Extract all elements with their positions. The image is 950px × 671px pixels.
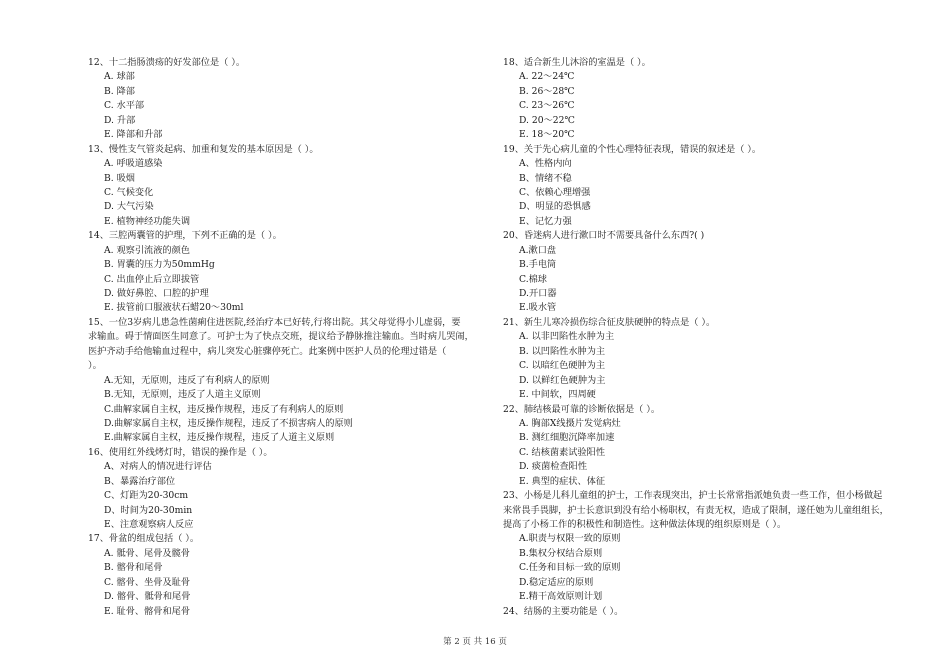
answer-option: A. 球部 — [104, 71, 135, 83]
answer-option: A. 胸部X线摄片发觉病灶 — [519, 417, 621, 429]
answer-option: C. 结核菌素试验阳性 — [519, 446, 606, 458]
answer-option: D. 髂骨、骶骨和尾骨 — [104, 591, 191, 603]
answer-option: C、依赖心理增强 — [519, 186, 591, 198]
answer-option: D、明显的恐惧感 — [519, 201, 591, 213]
answer-option: B、情绪不稳 — [519, 172, 572, 184]
question-stem: 22、肺结核最可靠的诊断依据是（ ）。 — [503, 403, 661, 415]
question-continuation: 提高了小杨工作的积极性和制造性。这种做法体现的组织原则是（ ）。 — [503, 519, 787, 530]
answer-option: B. 降部 — [104, 85, 135, 97]
answer-option: E. 拔管前口服液状石蜡20～30ml — [104, 302, 244, 314]
question-stem: 17、骨盆的组成包括（ ）。 — [88, 533, 200, 545]
answer-option: E.精干高效原则计划 — [519, 591, 603, 603]
answer-option: E. 耻骨、髂骨和尾骨 — [104, 605, 191, 617]
answer-option: B.无知，无原则，违反了人道主义原则 — [104, 389, 261, 401]
answer-option: C. 出血停止后立即拔管 — [104, 273, 200, 285]
question-stem: 20、昏迷病人进行漱口时不需要具备什么东西?( ) — [503, 230, 705, 242]
answer-option: D.稳定适应的原则 — [519, 576, 594, 588]
answer-option: E.曲解家属自主权，违反操作规程，违反了人道主义原则 — [104, 432, 335, 444]
answer-option: C.曲解家属自主权，违反操作规程，违反了有利病人的原则 — [104, 403, 344, 415]
answer-option: A.职责与权限一致的原则 — [519, 533, 621, 545]
answer-option: E.吸水管 — [519, 302, 557, 314]
question-stem: 21、新生儿寒冷损伤综合征皮肤硬肿的特点是（ ）。 — [503, 316, 716, 328]
answer-option: A.漱口盘 — [519, 244, 557, 256]
question-stem: 18、适合新生儿沐浴的室温是（ ）。 — [503, 57, 651, 68]
question-stem: 19、关于先心病儿童的个性心理特征表现，错误的叙述是（ ）。 — [503, 143, 762, 155]
answer-option: A. 22～24℃ — [519, 71, 575, 83]
answer-option: C. 气候变化 — [104, 186, 154, 198]
answer-option: E、记忆力强 — [519, 215, 572, 227]
answer-option: C.任务和目标一致的原则 — [519, 562, 621, 574]
left-column — [88, 56, 483, 619]
answer-option: C. 水平部 — [104, 100, 145, 112]
answer-option: D.开口器 — [519, 288, 557, 299]
answer-option: A. 以非凹陷性水肿为主 — [519, 331, 615, 343]
answer-option: A.无知，无原则，违反了有利病人的原则 — [104, 374, 270, 386]
answer-option: A. 骶骨、尾骨及髋骨 — [104, 547, 190, 559]
answer-option: B. 吸烟 — [104, 172, 135, 184]
answer-option: A. 观察引流液的颜色 — [104, 244, 190, 256]
right-column — [503, 56, 903, 619]
answer-option: B.集权分权结合原则 — [519, 547, 603, 559]
answer-option: C.棉球 — [519, 273, 547, 285]
answer-option: D. 大气污染 — [104, 201, 154, 213]
question-stem: 23、小杨是儿科儿童组的护士，工作表现突出，护士长常常指派她负责一些工作，但小杨做起 — [503, 490, 883, 502]
question-continuation: 医护齐动手给他输血过程中，病儿突发心脏骤停死亡。此案例中医护人员的伦理过错是（ — [88, 345, 447, 357]
answer-option: D、时间为20-30min — [104, 504, 193, 516]
question-stem: 15、一位3岁病儿患急性菌痢住进医院,经治疗本已好转,行将出院。其父母觉得小儿虚弱，要 — [88, 316, 461, 328]
question-stem: 13、慢性支气管炎起病、加重和复发的基本原因是（ ）。 — [88, 143, 319, 155]
question-continuation: ）。 — [88, 360, 102, 372]
answer-option: E. 植物神经功能失调 — [104, 215, 191, 227]
answer-option: C、灯距为20-30cm — [104, 490, 189, 502]
answer-option: A、对病人的情况进行评估 — [104, 461, 212, 473]
answer-option: A. 呼吸道感染 — [104, 158, 163, 170]
answer-option: B.手电筒 — [519, 259, 557, 271]
answer-option: D. 升部 — [104, 114, 136, 126]
answer-option: C. 髂骨、坐骨及耻骨 — [104, 576, 191, 588]
answer-option: E. 18～20℃ — [519, 129, 575, 141]
answer-option: D. 20～22℃ — [519, 114, 575, 126]
answer-option: E. 典型的症状、体征 — [519, 475, 606, 487]
question-stem: 24、结肠的主要功能是（ ）。 — [503, 605, 624, 617]
answer-option: B. 以凹陷性水肿为主 — [519, 345, 606, 357]
answer-option: E、注意观察病人反应 — [104, 519, 194, 530]
question-stem: 12、十二指肠溃疡的好发部位是（ ）。 — [88, 57, 246, 68]
answer-option: B. 髂骨和尾骨 — [104, 562, 163, 574]
question-continuation: 来常畏手畏脚，护士长意识到没有给小杨职权，有责无权，造成了限制，遂任她为儿童组组长， — [503, 504, 889, 516]
answer-option: E. 降部和升部 — [104, 129, 163, 141]
page-footer: 第 2 页 共 16 页 — [443, 637, 507, 647]
answer-option: E. 中间软，四周硬 — [519, 389, 596, 401]
question-continuation: 求输血。碍于情面医生同意了。可护士为了快点交班，提议给予静脉推注输血。当时病儿哭闹， — [88, 331, 474, 343]
answer-option: C. 以暗红色硬肿为主 — [519, 360, 606, 372]
answer-option: C. 23～26℃ — [519, 100, 575, 112]
answer-option: B、暴露治疗部位 — [104, 475, 176, 487]
answer-option: B. 胃囊的压力为50mmHg — [104, 259, 215, 271]
answer-option: B. 26～28℃ — [519, 85, 575, 97]
answer-option: A、性格内向 — [519, 158, 572, 170]
question-stem: 14、三腔两囊管的护理，下列不正确的是（ ）。 — [88, 230, 282, 242]
question-stem: 16、使用红外线烤灯时，错误的操作是（ ）。 — [88, 446, 273, 458]
answer-option: D.曲解家属自主权，违反操作规程，违反了不损害病人的原则 — [104, 417, 353, 429]
answer-option: D. 做好鼻腔、口腔的护理 — [104, 288, 209, 299]
answer-option: D. 痰菌检查阳性 — [519, 461, 588, 473]
answer-option: D. 以鲜红色硬肿为主 — [519, 374, 606, 386]
answer-option: B. 测红细胞沉降率加速 — [519, 432, 615, 444]
